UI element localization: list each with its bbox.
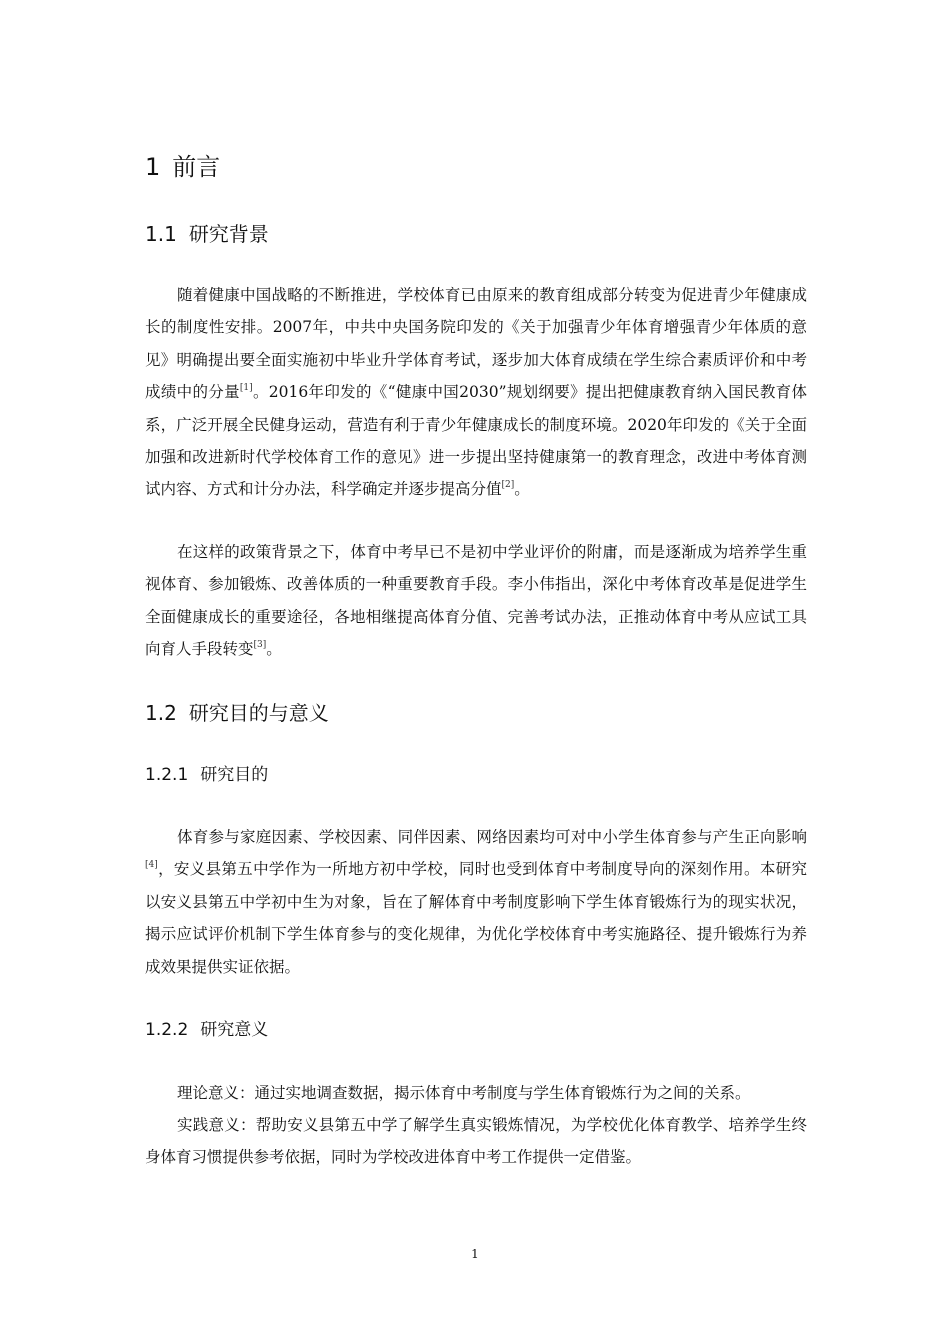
paragraph-background-2: 在这样的政策背景之下，体育中考早已不是初中学业评价的附庸，而是逐渐成为培养学生重视体育、参加锻炼、改善体质的一种重要教育手段。李小伟指出，深化中考体育改革是促进学生全面健康成长的重要途径，各地相继提高体育分值、完善考试办法，正推动体育中考从应试工具向育人手段转变[3]。 bbox=[145, 543, 807, 659]
citation-ref: [1] bbox=[239, 383, 253, 394]
section-title: 研究背景 bbox=[188, 222, 269, 246]
subsection-number: 1.2.1 bbox=[145, 765, 189, 785]
chapter-number: 1 bbox=[145, 153, 161, 181]
paragraph-significance-theory: 理论意义：通过实地调查数据，揭示体育中考制度与学生体育锻炼行为之间的关系。 bbox=[177, 1084, 751, 1102]
subsection-number: 1.2.2 bbox=[145, 1020, 189, 1040]
citation-ref: [4] bbox=[145, 860, 158, 871]
section-heading-1-2 bbox=[145, 697, 329, 729]
section-number: 1.1 bbox=[145, 222, 177, 246]
paragraph-background-1: 随着健康中国战略的不断推进，学校体育已由原来的教育组成部分转变为促进青少年健康成长的制度性安排。2007年，中共中央国务院印发的《关于加强青少年体育增强青少年体质的意见》明确提出要全面实施初中毕业升学体育考试，逐步加大体育成绩在学生综合素质评价和中考成绩中的分量[1]。2016年印发的《“健康中国2030”规划纲要》提出把健康教育纳入国民教育体系，广泛开展全民健身运动，营造有利于青少年健康成长的制度环境。2020年印发的《关于全面加强和改进新时代学校体育工作的意见》进一步提出坚持健康第一的教育理念，改进中考体育测试内容、方式和计分办法，科学确定并逐步提高分值[2]。 bbox=[145, 286, 807, 499]
paragraph-purpose: 体育参与家庭因素、学校因素、同伴因素、网络因素均可对中小学生体育参与产生正向影响[4]，安义县第五中学作为一所地方初中学校，同时也受到体育中考制度导向的深刻作用。本研究以安义县第五中学初中生为对象，旨在了解体育中考制度影响下学生体育锻炼行为的现实状况，揭示应试评价机制下学生体育参与的变化规律，为优化学校体育中考实施路径、提升锻炼行为养成效果提供实证依据。 bbox=[145, 828, 807, 976]
citation-ref: [2] bbox=[501, 480, 515, 491]
subsection-heading-1-2-2 bbox=[145, 1016, 268, 1044]
subsection-title: 研究目的 bbox=[200, 765, 269, 785]
chapter-heading bbox=[145, 147, 220, 187]
subsection-title: 研究意义 bbox=[200, 1020, 269, 1040]
citation-ref: [3] bbox=[253, 640, 267, 651]
paragraph-significance-practice: 实践意义：帮助安义县第五中学了解学生真实锻炼情况，为学校优化体育教学、培养学生终身体育习惯提供参考依据，同时为学校改进体育中考工作提供一定借鉴。 bbox=[145, 1116, 807, 1167]
section-title: 研究目的与意义 bbox=[188, 701, 329, 725]
subsection-heading-1-2-1 bbox=[145, 761, 268, 789]
section-number: 1.2 bbox=[145, 701, 177, 725]
section-heading-1-1 bbox=[145, 218, 269, 250]
page-number: 1 bbox=[471, 1247, 479, 1261]
chapter-title: 前言 bbox=[172, 153, 221, 181]
